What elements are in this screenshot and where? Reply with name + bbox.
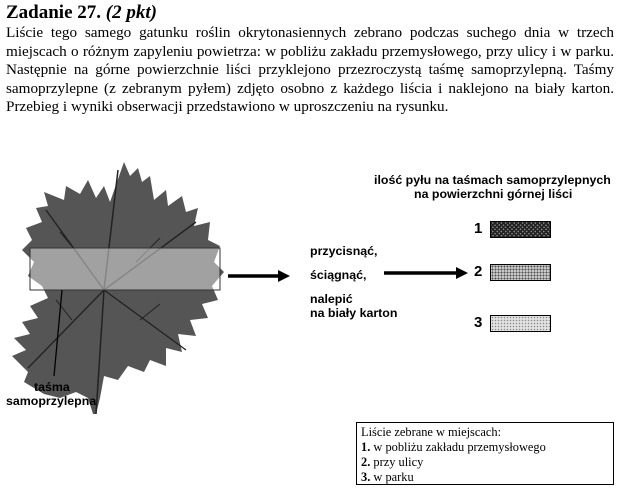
legend-item-2: 2. przy ulicy: [361, 455, 424, 469]
sample-3-tape: [490, 315, 551, 332]
sample-2-tape: [490, 264, 551, 281]
legend-item-1: 1. w pobliżu zakładu przemysłowego: [361, 440, 546, 454]
sample-3-number: 3: [474, 314, 483, 331]
tape-strip: [30, 248, 220, 290]
step-pull: ściągnąć,: [310, 268, 367, 282]
results-title-2: na powierzchni górnej liści: [414, 187, 573, 201]
step-stick-1: nalepić: [310, 292, 353, 306]
results-title-1: ilość pyłu na taśmach samoprzylepnych: [374, 173, 611, 187]
legend-header: Liście zebrane w miejscach:: [361, 425, 502, 439]
step-stick-2: na biały karton: [310, 306, 398, 320]
legend-item-3: 3. w parku: [361, 470, 414, 484]
step-press: przycisnąć,: [310, 244, 378, 258]
locations-legend: [356, 422, 614, 485]
arrow-to-results: [384, 267, 468, 279]
sample-1-tape: [490, 221, 551, 238]
sample-1-number: 1: [474, 220, 483, 237]
tape-label-2: samoprzylepna: [6, 394, 97, 408]
tape-label-1: taśma: [34, 380, 70, 394]
arrow-to-steps: [228, 270, 290, 282]
task-points: (2 pkt): [105, 2, 157, 23]
task-number: Zadanie 27.: [6, 2, 102, 23]
task-text: Liście tego samego gatunku roślin okrytonasiennych zebrano podczas suchego dnia w trzech miejscach o różnym zapyleniu powietrza: w pobliżu zakładu przemysłowego, przy ulicy i w parku. Następnie na górne powierzchnie liści przyklejono przezroczystą taśmę samoprzylepną. Taśmy samoprzylepne (z zebranym pyłem) zdjęto osobno z każdego liścia i naklejono na biały karton. Przebieg i wyniki obserwacji przedstawiono w uproszczeniu na rysunku.: [6, 24, 614, 116]
sample-2-number: 2: [474, 263, 483, 280]
